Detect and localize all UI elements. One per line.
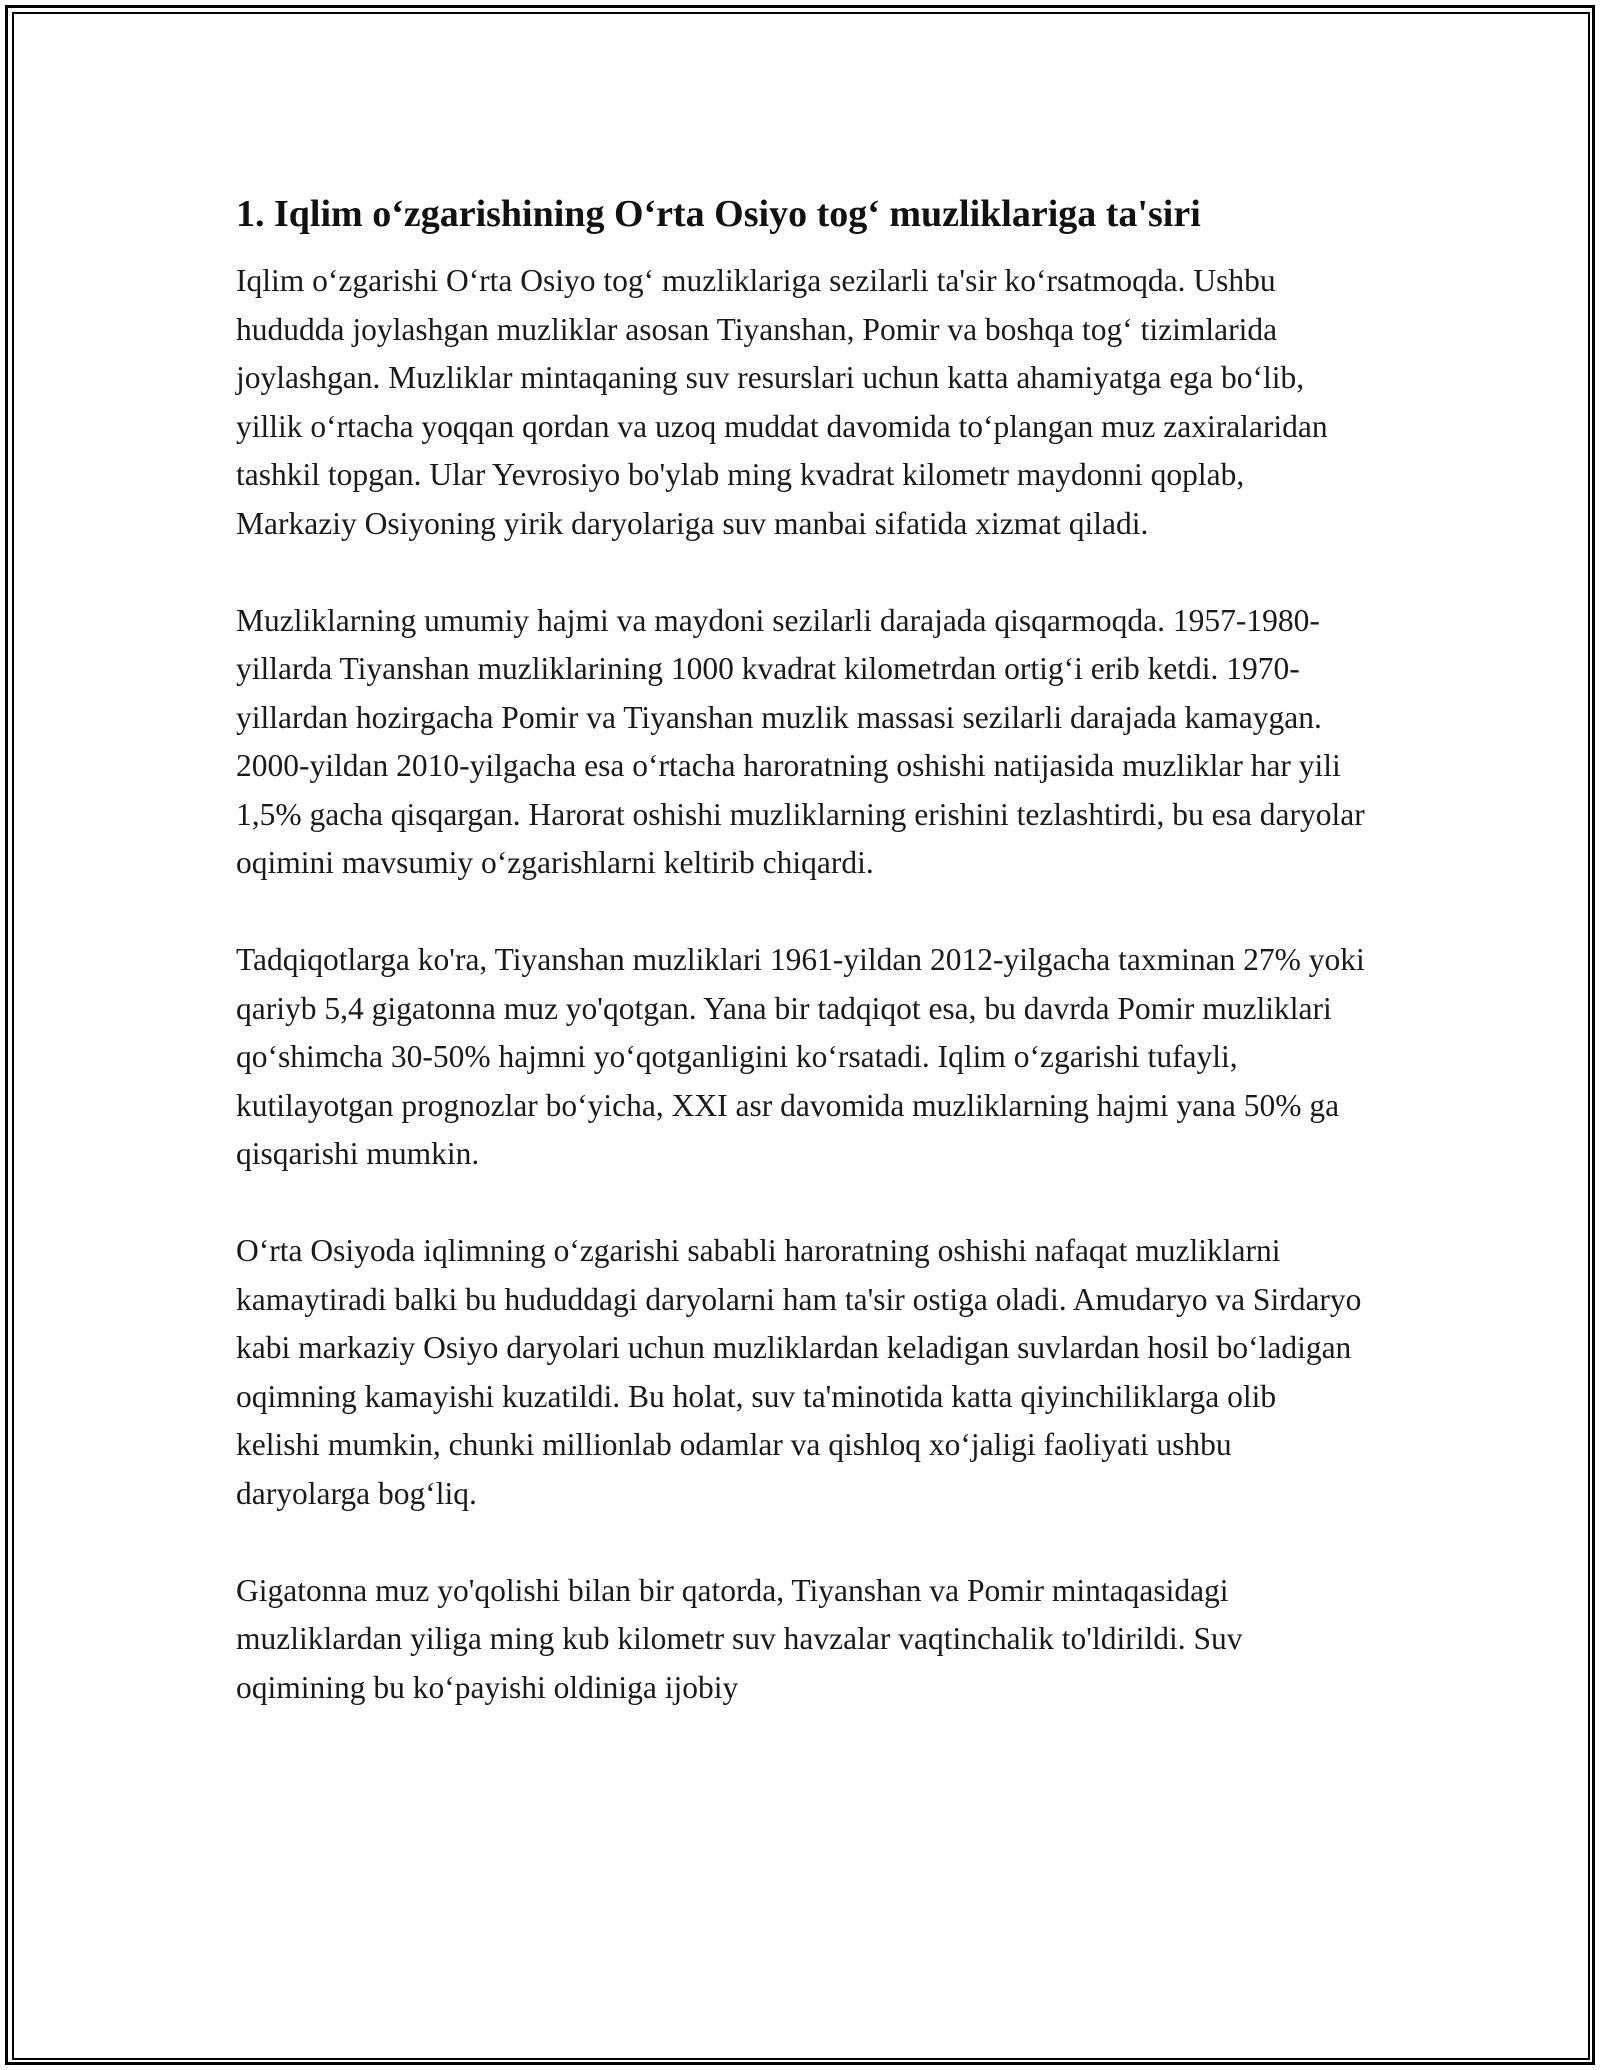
paragraph-3: Tadqiqotlarga ko'ra, Tiyanshan muzliklari 1961-yildan 2012-yilgacha taxminan 27% yoki qariyb 5,4 gigatonna muz yo'qotgan. Yana bir tadqiqot esa, bu davrda Pomir muzliklari qo‘shimcha 30-50% hajmni yo‘qotganligini ko‘rsatadi. Iqlim o‘zgarishi tufayli, kutilayotgan prognozlar bo‘yicha, XXI asr davomida muzliklarning hajmi yana 50% ga qisqarishi mumkin.: [236, 942, 1365, 1171]
paragraph-1: Iqlim o‘zgarishi O‘rta Osiyo tog‘ muzliklariga sezilarli ta'sir ko‘rsatmoqda. Ushbu hududda joylashgan muzliklar asosan Tiyanshan, Pomir va boshqa tog‘ tizimlarida joylashgan. Muzliklar mintaqaning suv resurslari uchun katta ahamiyatga ega bo‘lib, yillik o‘rtacha yoqqan qordan va uzoq muddat davomida to‘plangan muz zaxiralaridan tashkil topgan. Ular Yevrosiyo bo'ylab ming kvadrat kilometr maydonni qoplab, Markaziy Osiyoning yirik daryolariga suv manbai sifatida xizmat qiladi.: [236, 263, 1328, 541]
paragraph-2: Muzliklarning umumiy hajmi va maydoni sezilarli darajada qisqarmoqda. 1957-1980-yillarda Tiyanshan muzliklarining 1000 kvadrat kilometrdan ortig‘i erib ketdi. 1970-yillardan hozirgacha Pomir va Tiyanshan muzlik massasi sezilarli darajada kamaygan. 2000-yildan 2010-yilgacha esa o‘rtacha haroratning oshishi natijasida muzliklar har yili 1,5% gacha qisqargan. Harorat oshishi muzliklarning erishini tezlashtirdi, bu esa daryolar oqimini mavsumiy o‘zgarishlarni keltirib chiqardi.: [236, 602, 1365, 880]
paragraph-4: O‘rta Osiyoda iqlimning o‘zgarishi sababli haroratning oshishi nafaqat muzliklarni kamaytiradi balki bu hududdagi daryolarni ham ta'sir ostiga oladi. Amudaryo va Sirdaryo kabi markaziy Osiyo daryolari uchun muzliklardan keladigan suvlardan hosil bo‘ladigan oqimning kamayishi kuzatildi. Bu holat, suv ta'minotida katta qiyinchiliklarga olib kelishi mumkin, chunki millionlab odamlar va qishloq xo‘jaligi faoliyati ushbu daryolarga bog‘liq.: [236, 1233, 1362, 1511]
document-body: [236, 190, 1366, 1712]
section-title: 1. Iqlim o‘zgarishining O‘rta Osiyo tog‘ muzliklariga ta'siri: [236, 193, 1201, 235]
paragraph-5: Gigatonna muz yo'qolishi bilan bir qatorda, Tiyanshan va Pomir mintaqasidagi muzliklardan yiliga ming kub kilometr suv havzalar vaqtinchalik to'ldirildi. Suv oqimining bu ko‘payishi oldiniga ijobiy: [236, 1572, 1243, 1705]
